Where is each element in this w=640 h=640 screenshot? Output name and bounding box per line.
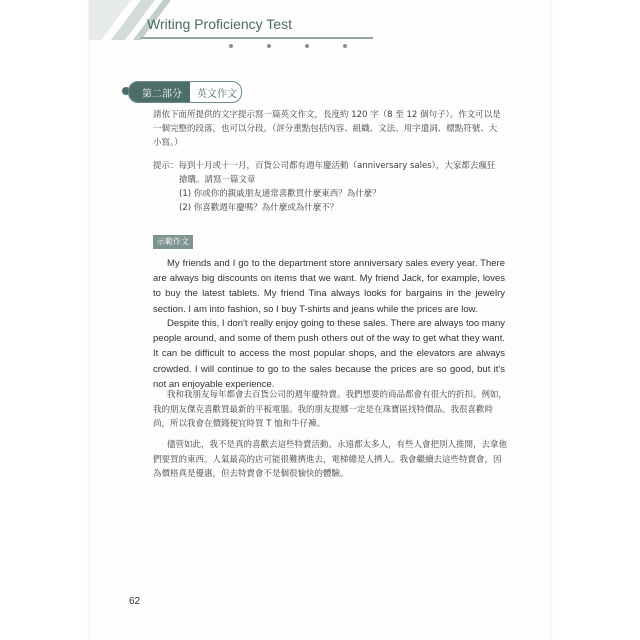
essay-zh-text: 我和我朋友每年都會去百貨公司的週年慶特賣。我們想要的商品都會有很大的折扣。例如，我的朋友傑克喜歡買最新的平板電腦。我的朋友提娜一定是在珠寶區找特價品。我很喜歡時尚，所以我會在價錢便宜時買 T 恤和牛仔褲。	[153, 390, 508, 430]
essay-en-paragraph-2	[153, 316, 505, 392]
essay-zh-paragraph-2	[153, 438, 508, 482]
essay-en-text: My friends and I go to the department store anniversary sales every year. There are always big discounts on items that we want. My friend Jack, for example, loves to buy the latest tablets. My friend Tina always looks for bargains in the jewelry section. I am into fashion, so I buy T-shirts and jeans while the prices are low.	[153, 258, 505, 315]
header-title: Writing Proficiency Test	[147, 16, 292, 32]
instruction-line: 請依下面所提供的文字提示寫一篇英文作文，長度約 120 字（8 至 12 個句子）。作文可以是	[153, 110, 501, 120]
prompt-question-2: (2) 你喜歡週年慶嗎？為什麼或為什麼不？	[179, 203, 339, 213]
section-heading	[128, 81, 242, 103]
prompt-line: 搶購。請寫一篇文章	[179, 175, 256, 185]
prompt-line: 提示：每到十月或十一月，百貨公司都有週年慶活動（anniversary sales），大家都去瘋狂	[153, 161, 496, 171]
instructions	[153, 108, 508, 150]
sample-essay-tag: 示範作文	[153, 235, 193, 249]
section-part-label: 第二部分	[129, 82, 190, 102]
prompt	[153, 159, 508, 215]
instruction-line: 一個完整的段落，也可以分段。（評分重點包括內容、組織、文法、用字遣詞、標點符號、大	[153, 124, 498, 134]
book-page	[89, 0, 551, 640]
essay-en-paragraph-1	[153, 256, 505, 317]
page-number: 62	[129, 596, 141, 607]
essay-zh-paragraph-1	[153, 388, 508, 432]
header-dots-decoration	[229, 33, 381, 52]
instruction-line: 小寫。）	[153, 138, 183, 148]
essay-en-text: Despite this, I don't really enjoy going to these sales. There are always too many people around, and some of them push others out of the way to get what they want. It can be difficult to access the most popular shops, and the elevators are always crowded. I will continue to go to the sales because the prices are so good, but it's not an enjoyable experience.	[153, 318, 506, 390]
section-name-label: 英文作文	[197, 88, 237, 100]
prompt-question-1: (1) 你或你的親戚朋友通常喜歡買什麼東西？為什麼？	[179, 189, 381, 199]
essay-zh-text: 儘管如此，我不是真的喜歡去這些特賣活動。永遠都太多人，有些人會把別人推開，去拿他們要買的東西。人氣最高的店可能很難擠進去，電梯總是人擠人。我會繼續去這些特賣會，因為價格真是優惠，但去特賣會不是個很愉快的體驗。	[153, 440, 508, 480]
